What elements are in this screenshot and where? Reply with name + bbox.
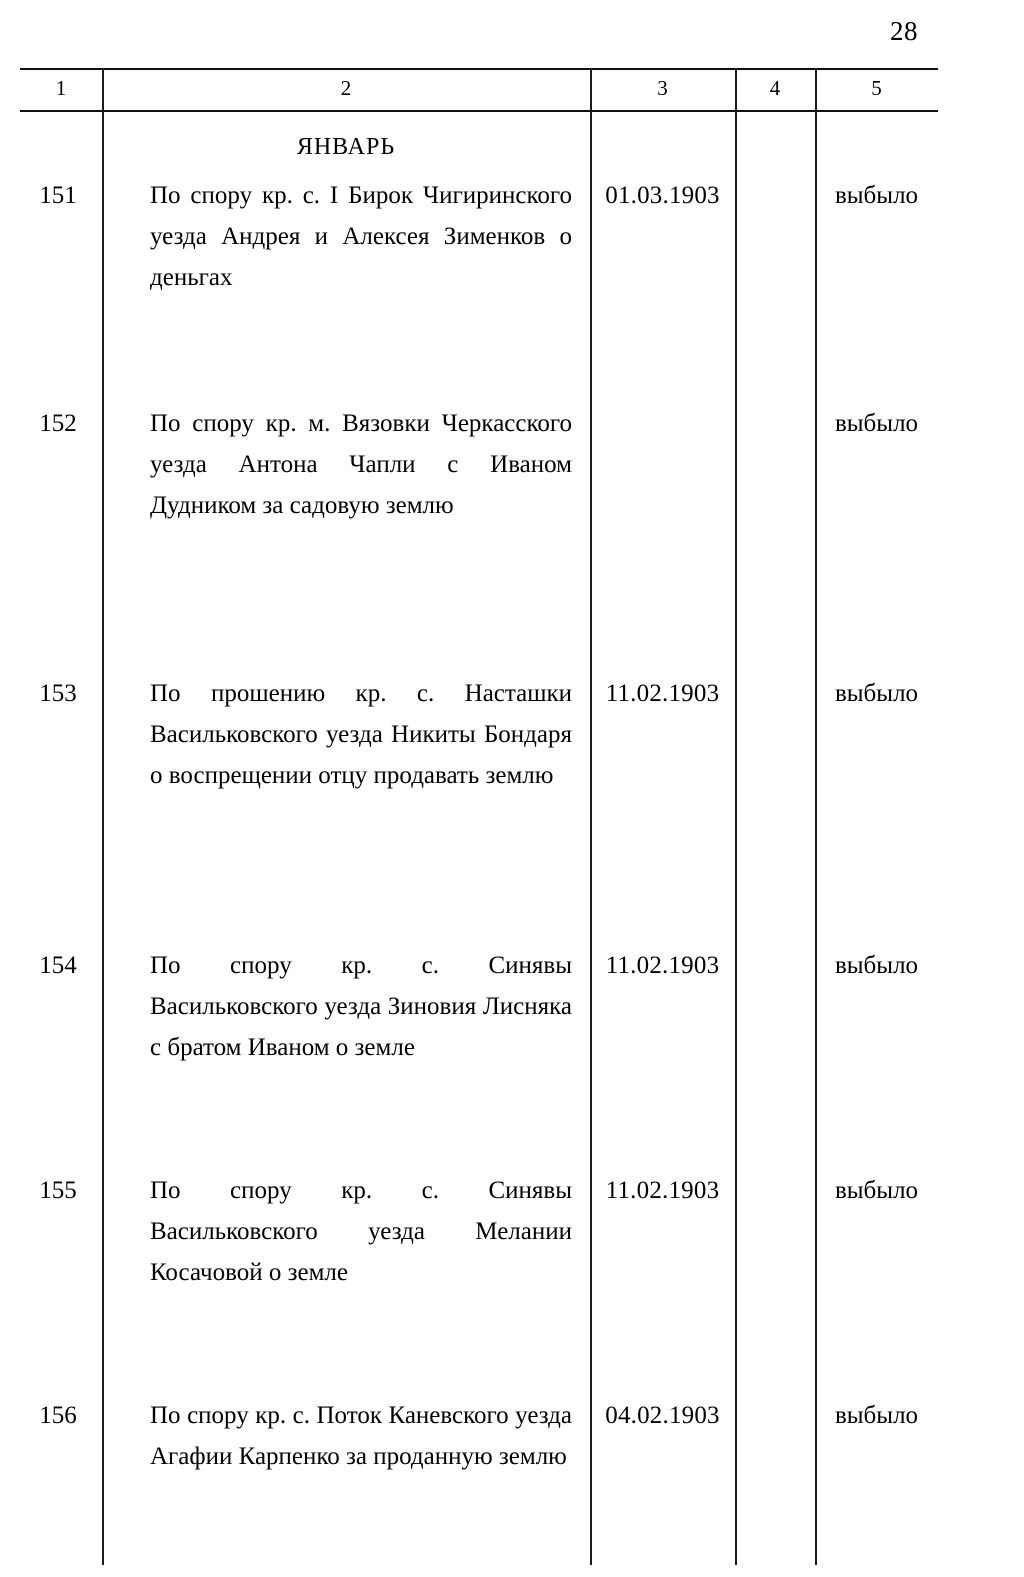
row-status: выбыло (834, 952, 919, 979)
row-number: 156 (39, 1402, 77, 1429)
row-number: 154 (39, 952, 77, 979)
row-number: 151 (39, 182, 77, 209)
row-status: выбыло (834, 410, 919, 437)
row-status: выбыло (834, 182, 919, 209)
row-description: По спору кр. с. I Бирок Чигиринского уезда Андрея и Алексея Зименков о деньгах (150, 182, 572, 291)
page-number: 28 (890, 16, 918, 46)
row-status: выбыло (834, 1177, 919, 1204)
section-title: ЯНВАРЬ (296, 134, 396, 160)
column-header-3: 3 (657, 76, 668, 100)
column-header-5: 5 (871, 76, 882, 100)
row-description: По прошению кр. с. Насташки Васильковского уезда Никиты Бондаря о воспрещении отцу продавать землю (150, 680, 572, 789)
table-header-row (20, 70, 938, 110)
column-divider-4 (815, 68, 817, 1565)
row-status: выбыло (834, 680, 919, 707)
column-header-4: 4 (769, 76, 781, 100)
column-header-1: 1 (55, 76, 67, 100)
row-date: 01.03.1903 (605, 182, 720, 209)
row-number: 155 (39, 1177, 77, 1204)
row-date: 11.02.1903 (605, 952, 720, 979)
row-description: По спору кр. м. Вязовки Черкасского уезда Антона Чапли с Иваном Дудником за садовую землю (150, 410, 572, 519)
row-date: 04.02.1903 (605, 1402, 720, 1429)
column-divider-2 (590, 68, 592, 1565)
column-divider-1 (102, 68, 104, 1565)
table-header-bottom-rule (20, 110, 938, 112)
column-header-2: 2 (340, 76, 352, 100)
row-description: По спору кр. с. Синявы Васильковского уезда Мелании Косачовой о земле (150, 1177, 572, 1286)
row-date: 11.02.1903 (605, 1177, 720, 1204)
row-description: По спору кр. с. Синявы Васильковского уезда Зиновия Лисняка с братом Иваном о земле (150, 952, 572, 1061)
row-number: 153 (39, 680, 77, 707)
column-divider-3 (735, 68, 737, 1565)
row-status: выбыло (834, 1402, 919, 1429)
row-number: 152 (39, 410, 77, 437)
row-date: 11.02.1903 (605, 680, 720, 707)
row-description: По спору кр. с. Поток Каневского уезда Агафии Карпенко за проданную землю (150, 1402, 572, 1470)
